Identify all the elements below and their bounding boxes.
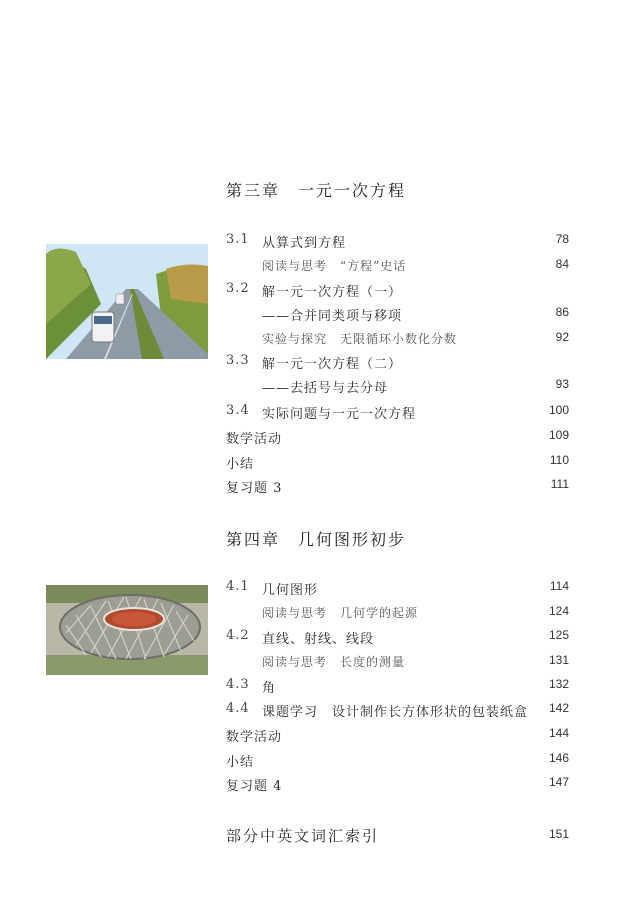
toc-row[interactable] — [226, 751, 569, 771]
section-title: 实验与探究 无限循环小数化分数 — [262, 332, 458, 346]
page-number: 110 — [549, 453, 569, 467]
section-number: 4.1 — [226, 579, 250, 594]
toc-row[interactable] — [226, 232, 569, 252]
toc-row[interactable] — [226, 330, 569, 350]
section-number: 3.3 — [226, 353, 250, 368]
toc-row[interactable] — [226, 653, 569, 673]
section-title: ——合并同类项与移项 — [262, 309, 403, 324]
page-number: 100 — [548, 403, 569, 417]
page-number: 86 — [555, 305, 569, 319]
page-number: 111 — [550, 477, 569, 491]
section-title: 直线、射线、线段 — [262, 632, 375, 647]
toc-row[interactable] — [226, 628, 569, 648]
toc-row[interactable] — [226, 428, 569, 448]
toc-row[interactable] — [226, 305, 569, 325]
toc-row[interactable] — [226, 377, 569, 397]
section-title: 阅读与思考 几何学的起源 — [262, 606, 419, 620]
toc-row[interactable] — [226, 726, 569, 746]
section-title: 几何图形 — [262, 583, 319, 598]
page-number: 131 — [548, 653, 569, 667]
toc-row[interactable] — [226, 353, 569, 373]
section-number: 3.4 — [226, 403, 250, 418]
section-title: 实际问题与一元一次方程 — [262, 407, 417, 422]
section-title: 课题学习 设计制作长方体形状的包装纸盒 — [262, 705, 529, 720]
section-title: 小结 — [226, 755, 255, 770]
toc-row[interactable] — [226, 257, 569, 277]
toc-row-index[interactable] — [226, 825, 569, 847]
page-number: 125 — [548, 628, 569, 642]
section-number: 3.2 — [226, 281, 250, 296]
birds-nest-stadium-photo — [46, 585, 208, 675]
section-title: 解一元一次方程（一） — [262, 285, 403, 300]
section-number: 4.4 — [226, 701, 250, 716]
highway-photo — [46, 244, 208, 359]
page-number: 151 — [548, 827, 569, 841]
page-number: 78 — [555, 232, 569, 246]
section-title: 阅读与思考 “方程”史话 — [262, 259, 407, 273]
section-title: ——去括号与去分母 — [262, 381, 389, 396]
section-title: 复习题 3 — [226, 481, 283, 496]
page-number: 92 — [555, 330, 569, 344]
section-title: 解一元一次方程（二） — [262, 357, 403, 372]
chapter-4-title: 第四章 几何图形初步 — [226, 530, 407, 549]
page-number: 142 — [548, 701, 569, 715]
toc-row[interactable] — [226, 775, 569, 795]
page-number: 84 — [555, 257, 569, 271]
page-number: 114 — [549, 579, 569, 593]
page-number: 147 — [548, 775, 569, 789]
page-number: 93 — [555, 377, 569, 391]
toc-row[interactable] — [226, 403, 569, 423]
toc-row[interactable] — [226, 604, 569, 624]
toc-row[interactable] — [226, 677, 569, 697]
page-number: 146 — [548, 751, 569, 765]
page-number: 144 — [548, 726, 569, 740]
toc-row[interactable] — [226, 281, 569, 301]
section-title: 复习题 4 — [226, 779, 283, 794]
section-title: 从算式到方程 — [262, 236, 347, 251]
index-title: 部分中英文词汇索引 — [226, 827, 380, 845]
section-title: 数学活动 — [226, 432, 283, 447]
toc-row[interactable] — [226, 579, 569, 599]
section-title: 角 — [262, 681, 277, 696]
section-title: 阅读与思考 长度的测量 — [262, 655, 406, 669]
toc-row[interactable] — [226, 453, 569, 473]
toc-row[interactable] — [226, 477, 569, 497]
chapter-3-title: 第三章 一元一次方程 — [226, 181, 407, 200]
section-number: 3.1 — [226, 232, 250, 247]
page-number: 124 — [548, 604, 569, 618]
section-number: 4.3 — [226, 677, 250, 692]
page-number: 109 — [548, 428, 569, 442]
toc-row[interactable] — [226, 701, 569, 721]
section-title: 小结 — [226, 457, 255, 472]
section-title: 数学活动 — [226, 730, 283, 745]
page-number: 132 — [548, 677, 569, 691]
section-number: 4.2 — [226, 628, 250, 643]
